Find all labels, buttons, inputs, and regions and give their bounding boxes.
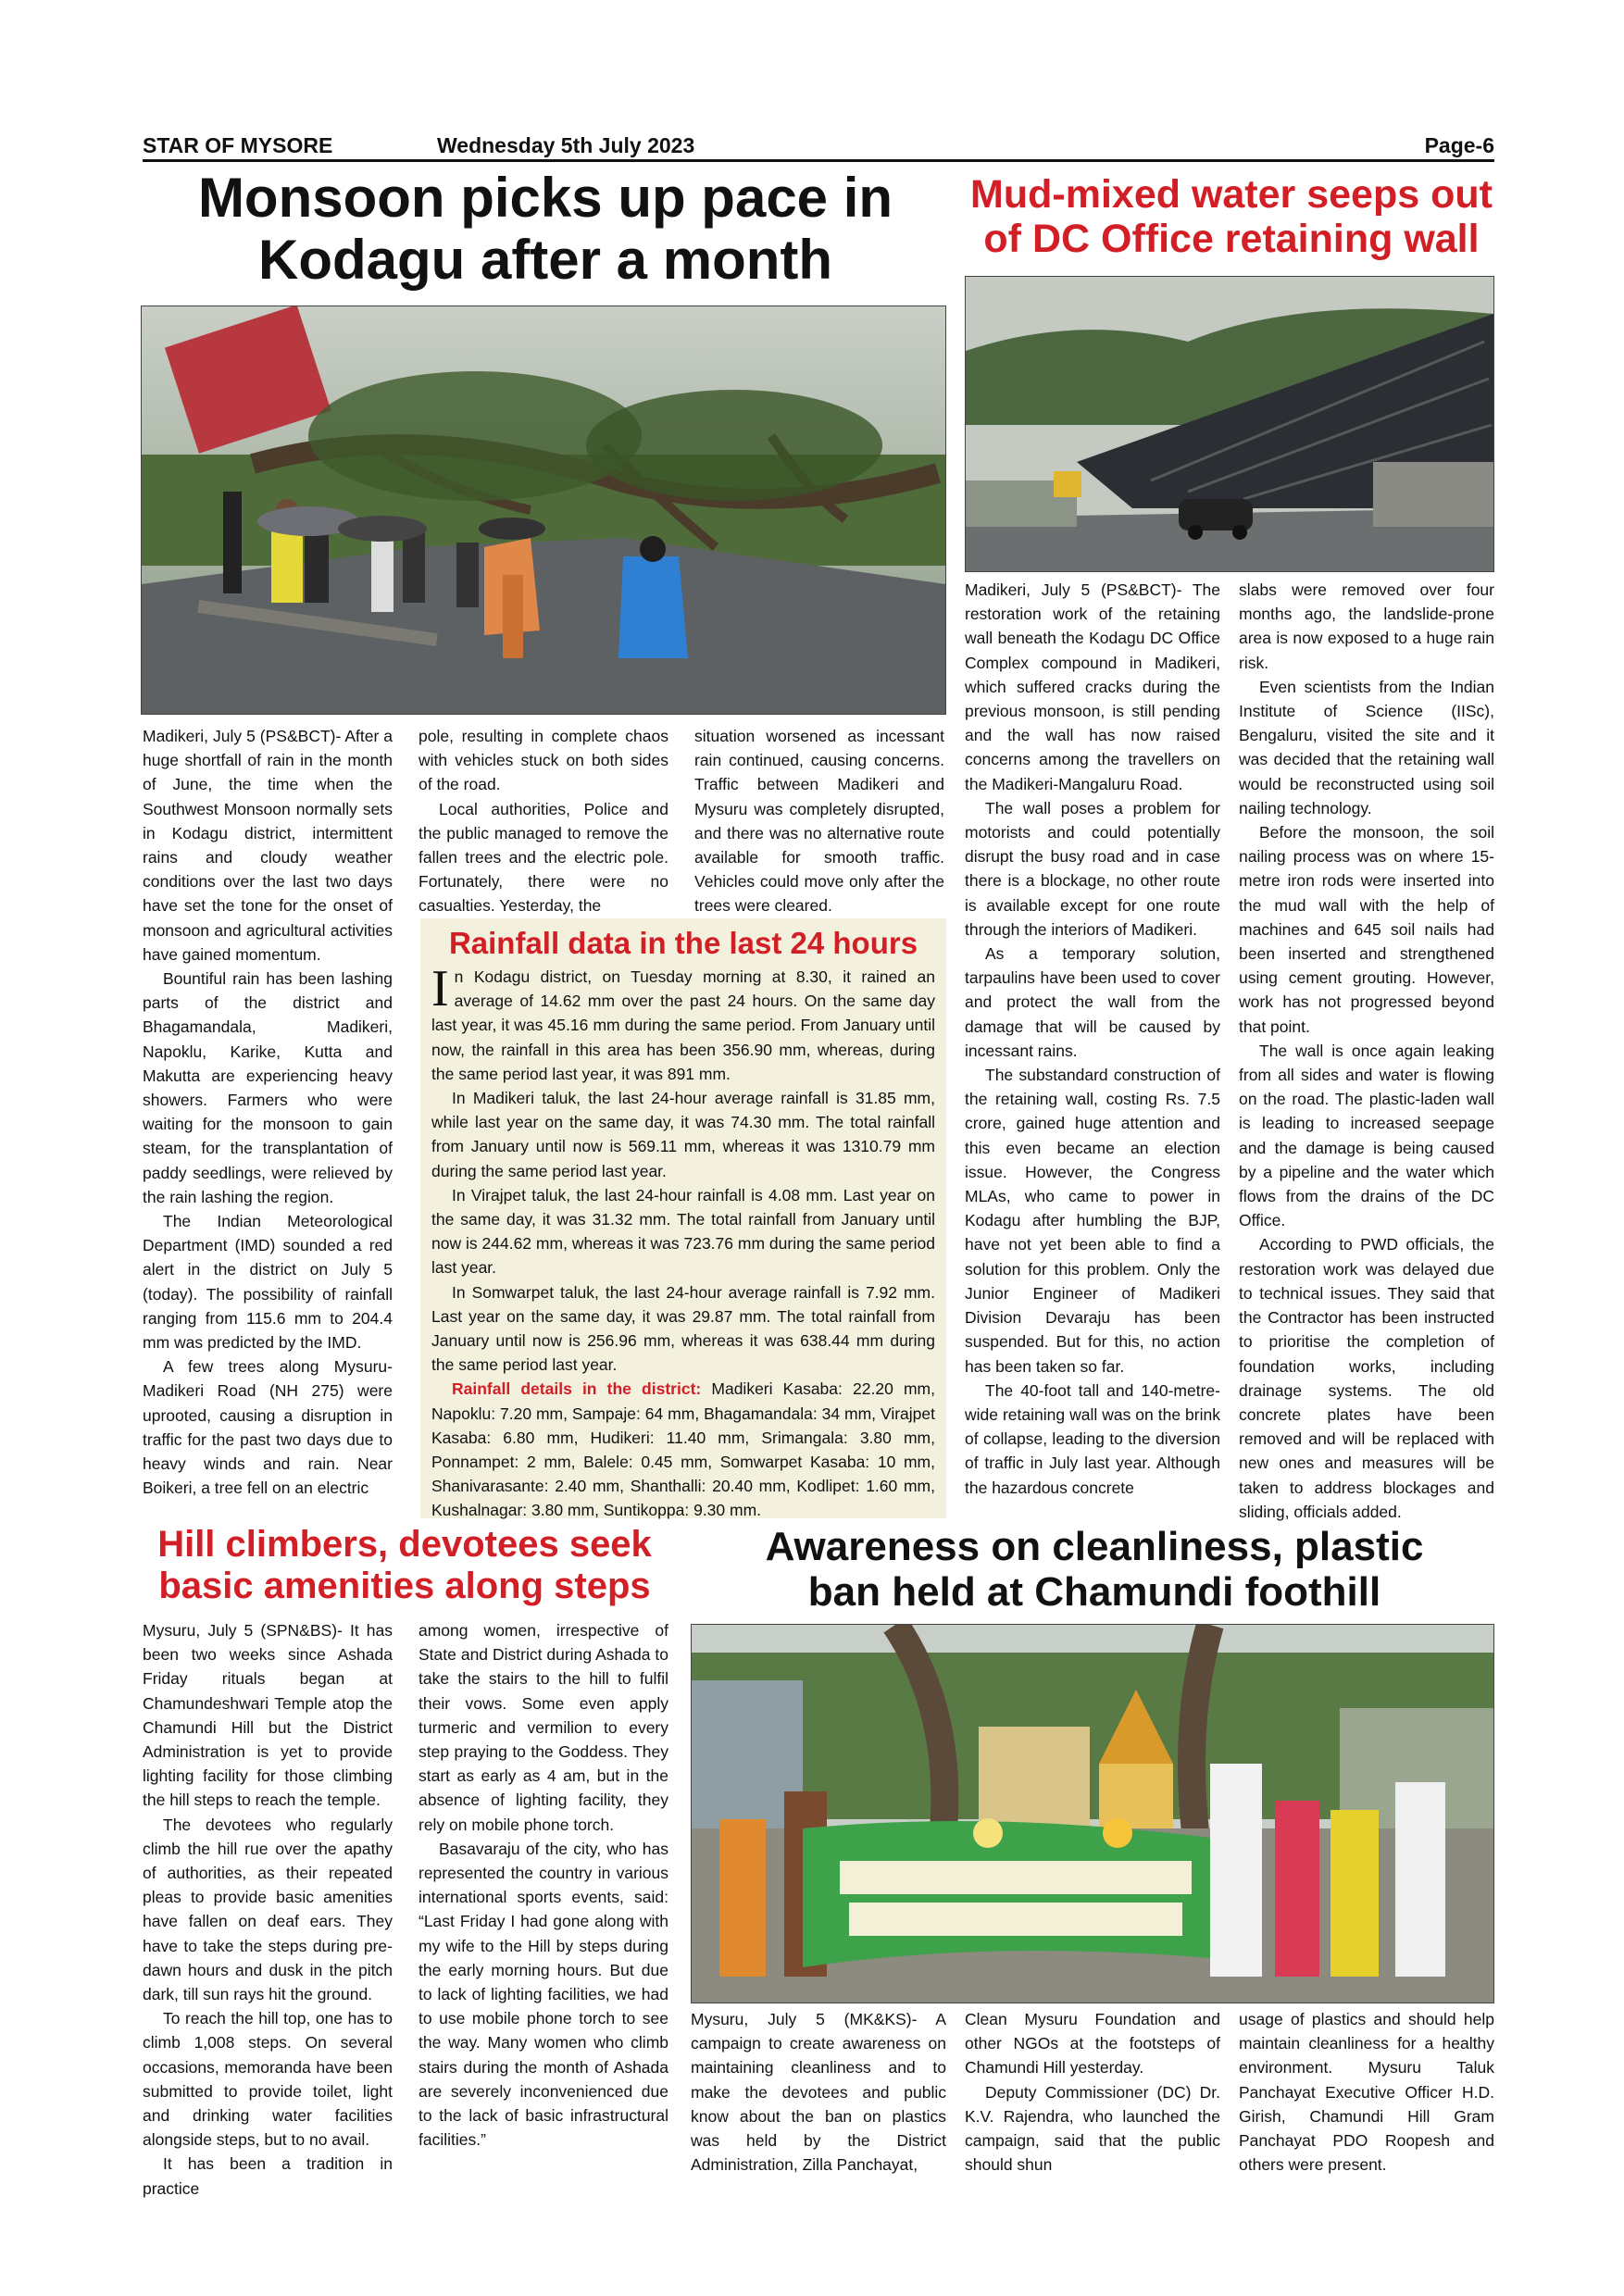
issue-date: Wednesday 5th July 2023 (437, 133, 695, 157)
rainfall-details-label: Rainfall details in the district: (452, 1379, 702, 1399)
rainfall-title: Rainfall data in the last 24 hours (448, 926, 918, 960)
fallen-tree-photo (141, 306, 946, 715)
masthead-rule (143, 159, 1494, 162)
story4-para: usage of plastics and should help maintain cleanliness for a healthy environment. Mysuru Taluk Panchayat Executive Officer H.D. Girish, Chamundi Hill Gram Panchayat PDO Roopesh and others were present. (1239, 2010, 1494, 2175)
story1-col2 (418, 724, 668, 918)
story2-headline-line2: of DC Office retaining wall (983, 217, 1480, 262)
story3-para: among women, irrespective of State and District during Ashada to take the stairs to the hill to fulfil their vows. Some even apply turmeric and vermilion to every step praying to the Goddess. They start as early as 4 am, but in the absence of lighting facility, they rely on mobile phone torch. (418, 1621, 668, 1834)
rainfall-para: In Somwarpet taluk, the last 24-hour average rainfall is 7.92 mm. Last year on the same day, it was 29.87 mm. The total rainfall from January until now is 256.96 mm, whereas it was 638.44 mm during the same period last year. (431, 1282, 935, 1375)
story4-headline (689, 1524, 1500, 1616)
story2-para: The wall is once again leaking from all sides and water is flowing on the road. The plastic-laden wall is leading to increased seepage and the damage is being caused by a pipeline and the water which flows from the drains of the DC Office. (1239, 1041, 1494, 1230)
story1-headline-line2: Kodagu after a month (257, 229, 832, 292)
story4-para: Deputy Commissioner (DC) Dr. K.V. Rajendra, who launched the campaign, said that the public should shun (965, 2082, 1220, 2175)
story1-para: The Indian Meteorological Department (IMD) sounded a red alert in the district on July 5 (today). The possibility of rainfall ranging from 115.6 mm to 204.4 mm was predicted by the IMD. (143, 1212, 393, 1353)
story2-para: Before the monsoon, the soil nailing process was on where 15-metre iron rods were inserted into the mud wall with the help of machines and 645 soil nails had been inserted and strengthened using cement grouting. However, work has not progressed beyond that point. (1239, 823, 1494, 1036)
story4-para: Clean Mysuru Foundation and other NGOs at the footsteps of Chamundi Hill yesterday. (965, 2010, 1220, 2078)
story2-headline (963, 172, 1500, 261)
story2-para: The wall poses a problem for motorists and could potentially disrupt the busy road and in case there is a blockage, no other route is available except for one route through the interiors of Madikeri. (965, 798, 1220, 939)
rainfall-body (420, 961, 946, 1523)
story1-headline (143, 167, 948, 291)
story2-para: According to PWD officials, the restoration work was delayed due to technical issues. They said that the Contractor has been instructed to prioritise the completion of foundation works, including drainage systems. The old concrete plates have been removed and will be replaced with new ones and measures will be taken to address blockages and sliding, officials added. (1239, 1235, 1494, 1521)
story2-para: slabs were removed over four months ago, the landslide-prone area is now exposed to a huge rain risk. (1239, 580, 1494, 672)
story1-para: A few trees along Mysuru-Madikeri Road (NH 275) were uprooted, causing a disruption in traffic for the past two days due to heavy winds and rain. Near Boikeri, a tree fell on an electric (143, 1357, 393, 1498)
story1-col1 (143, 724, 393, 1501)
story3-headline-line1: Hill climbers, devotees seek (157, 1524, 652, 1565)
story1-para: Bountiful rain has been lashing parts of the district and Bhagamandala, Madikeri, Napoklu, Karike, Kutta and Makutta are experiencing heavy showers. Farmers who were waiting for the monsoon to gain steam, for the transplantation of paddy seedlings, were relieved by the rain lashing the region. (143, 969, 393, 1206)
story3-col2 (418, 1618, 668, 2152)
rainfall-para: In Virajpet taluk, the last 24-hour rainfall is 4.08 mm. Last year on the same day, it was 31.32 mm. The total rainfall from January until now is 244.62 mm, whereas it was 723.76 mm during the same period last year. (431, 1185, 935, 1278)
story3-col1 (143, 1618, 393, 2201)
story1-headline-line1: Monsoon picks up pace in (197, 167, 893, 229)
story2-headline-line1: Mud-mixed water seeps out (970, 172, 1493, 217)
story2-para: Even scientists from the Indian Institute of Science (IISc), Bengaluru, visited the site and it was decided that the retaining wall would be reconstructed using soil nailing technology. (1239, 677, 1494, 817)
story4-headline-line2: ban held at Chamundi foothill (807, 1569, 1381, 1616)
story4-col3 (1239, 2007, 1494, 2177)
rainfall-box (420, 918, 946, 1518)
rainfall-para: In Madikeri taluk, the last 24-hour average rainfall is 31.85 mm, while last year on the same day, it was 74.30 mm. The total rainfall from January until now is 569.11 mm, whereas it was 1310.79 mm during the same period last year. (431, 1089, 935, 1180)
story4-headline-line1: Awareness on cleanliness, plastic (765, 1524, 1424, 1569)
rainfall-para: n Kodagu district, on Tuesday morning at 8.30, it rained an average of 14.62 mm over the past 24 hours. On the same day last year, it was 45.16 mm during the same period. From January until now, the rainfall in this area has been 356.90 mm, whereas, during the same period last year, it was 891 mm. (431, 967, 935, 1083)
story3-para: To reach the hill top, one has to climb 1,008 steps. On several occasions, memoranda have been submitted to provide toilet, light and drinking water facilities alongside steps, but to no avail. (143, 2009, 393, 2150)
story4-para: Mysuru, July 5 (MK&KS)- A campaign to create awareness on maintaining cleanliness and to make the devotees and public know about the ban on plastics was held by the District Administration, Zilla Panchayat, (691, 2010, 946, 2175)
story1-para: pole, resulting in complete chaos with vehicles stuck on both sides of the road. (418, 727, 668, 794)
story2-para: As a temporary solution, tarpaulins have been used to cover and protect the wall from the damage that will be caused by incessant rains. (965, 944, 1220, 1060)
story2-para: Madikeri, July 5 (PS&BCT)- The restoration work of the retaining wall beneath the Kodagu DC Office Complex compound in Madikeri, which suffered cracks during the previous monsoon, is still pending and the wall has now raised concerns among the travellers on the Madikeri-Mangaluru Road. (965, 580, 1220, 793)
story2-para: The substandard construction of the retaining wall, costing Rs. 7.5 crore, gained huge attention and this even became an election issue. However, the Congress MLAs, who came to power in Kodagu after humbling the BJP, have not yet been able to find a solution for this problem. Only the Junior Engineer of Madikeri Division Devaraju has been suspended. But for this, no action has been taken so far. (965, 1066, 1220, 1376)
story1-para: Local authorities, Police and the public managed to remove the fallen trees and the electric pole. Fortunately, there were no casualties. Yesterday, the (418, 799, 668, 916)
story4-col2 (965, 2007, 1220, 2177)
rainfall-details: Madikeri Kasaba: 22.20 mm, Napoklu: 7.20 mm, Sampaje: 64 mm, Bhagamandala: 34 mm, Virajpet Kasaba: 6.80 mm, Hudikeri: 11.40 mm, Srimangala: 3.80 mm, Ponnampet: 2 mm, Balele: 0.45 mm, Somwarpet Kasaba: 10 mm, Shanivarasante: 2.40 mm, Shanthalli: 20.40 mm, Kodlipet: 1.60 mm, Kushalnagar: 3.80 mm, Suntikoppa: 9.30 mm. (431, 1379, 935, 1520)
story2-col2 (1239, 578, 1494, 1524)
story3-para: The devotees who regularly climb the hill rue over the apathy of authorities, as their repeated pleas to provide basic amenities have fallen on deaf ears. They have to take the steps during pre-dawn hours and dusk in the pitch dark, till sun rays hit the ground. (143, 1815, 393, 2004)
page-number: Page-6 (1424, 133, 1494, 157)
rainfall-dropcap: I (431, 960, 449, 1017)
retaining-wall-photo (965, 276, 1494, 572)
story4-col1 (691, 2007, 946, 2177)
masthead (143, 133, 1494, 159)
story3-headline (139, 1524, 670, 1607)
story1-para: Madikeri, July 5 (PS&BCT)- After a huge shortfall of rain in the month of June, the time when the Southwest Monsoon normally sets in Kodagu district, intermittent rains and cloudy weather conditions over the last two days have set the tone for the onset of monsoon and agricultural activities have gained momentum. (143, 727, 393, 964)
story3-para: It has been a tradition in practice (143, 2154, 393, 2198)
story3-headline-line2: basic amenities along steps (158, 1565, 651, 1606)
story3-para: Basavaraju of the city, who has represented the country in various international sports events, said: “Last Friday I had gone along with my wife to the Hill by steps during the early morning hours. But due to lack of lighting facilities, we had to use mobile phone torch to see the way. Many women who climb stairs during the month of Ashada are severely inconvenienced due to the lack of basic infrastructural facilities.” (418, 1839, 668, 2150)
story2-col1 (965, 578, 1220, 1500)
awareness-banner-photo (691, 1624, 1494, 2003)
story3-para: Mysuru, July 5 (SPN&BS)- It has been two weeks since Ashada Friday rituals began at Chamundeshwari Temple atop the Chamundi Hill but the District Administration is yet to provide lighting facility for those climbing the hill steps to reach the temple. (143, 1621, 393, 1810)
story1-para: situation worsened as incessant rain continued, causing concerns. Traffic between Madikeri and Mysuru was completely disrupted, and there was no alternative route available for smooth traffic. Vehicles could move only after the trees were cleared. (694, 727, 944, 916)
story2-para: The 40-foot tall and 140-metre-wide retaining wall was on the brink of collapse, leading to the diversion of traffic in July last year. Although the hazardous concrete (965, 1380, 1220, 1497)
story1-col3 (694, 724, 944, 918)
paper-name: STAR OF MYSORE (143, 133, 333, 157)
